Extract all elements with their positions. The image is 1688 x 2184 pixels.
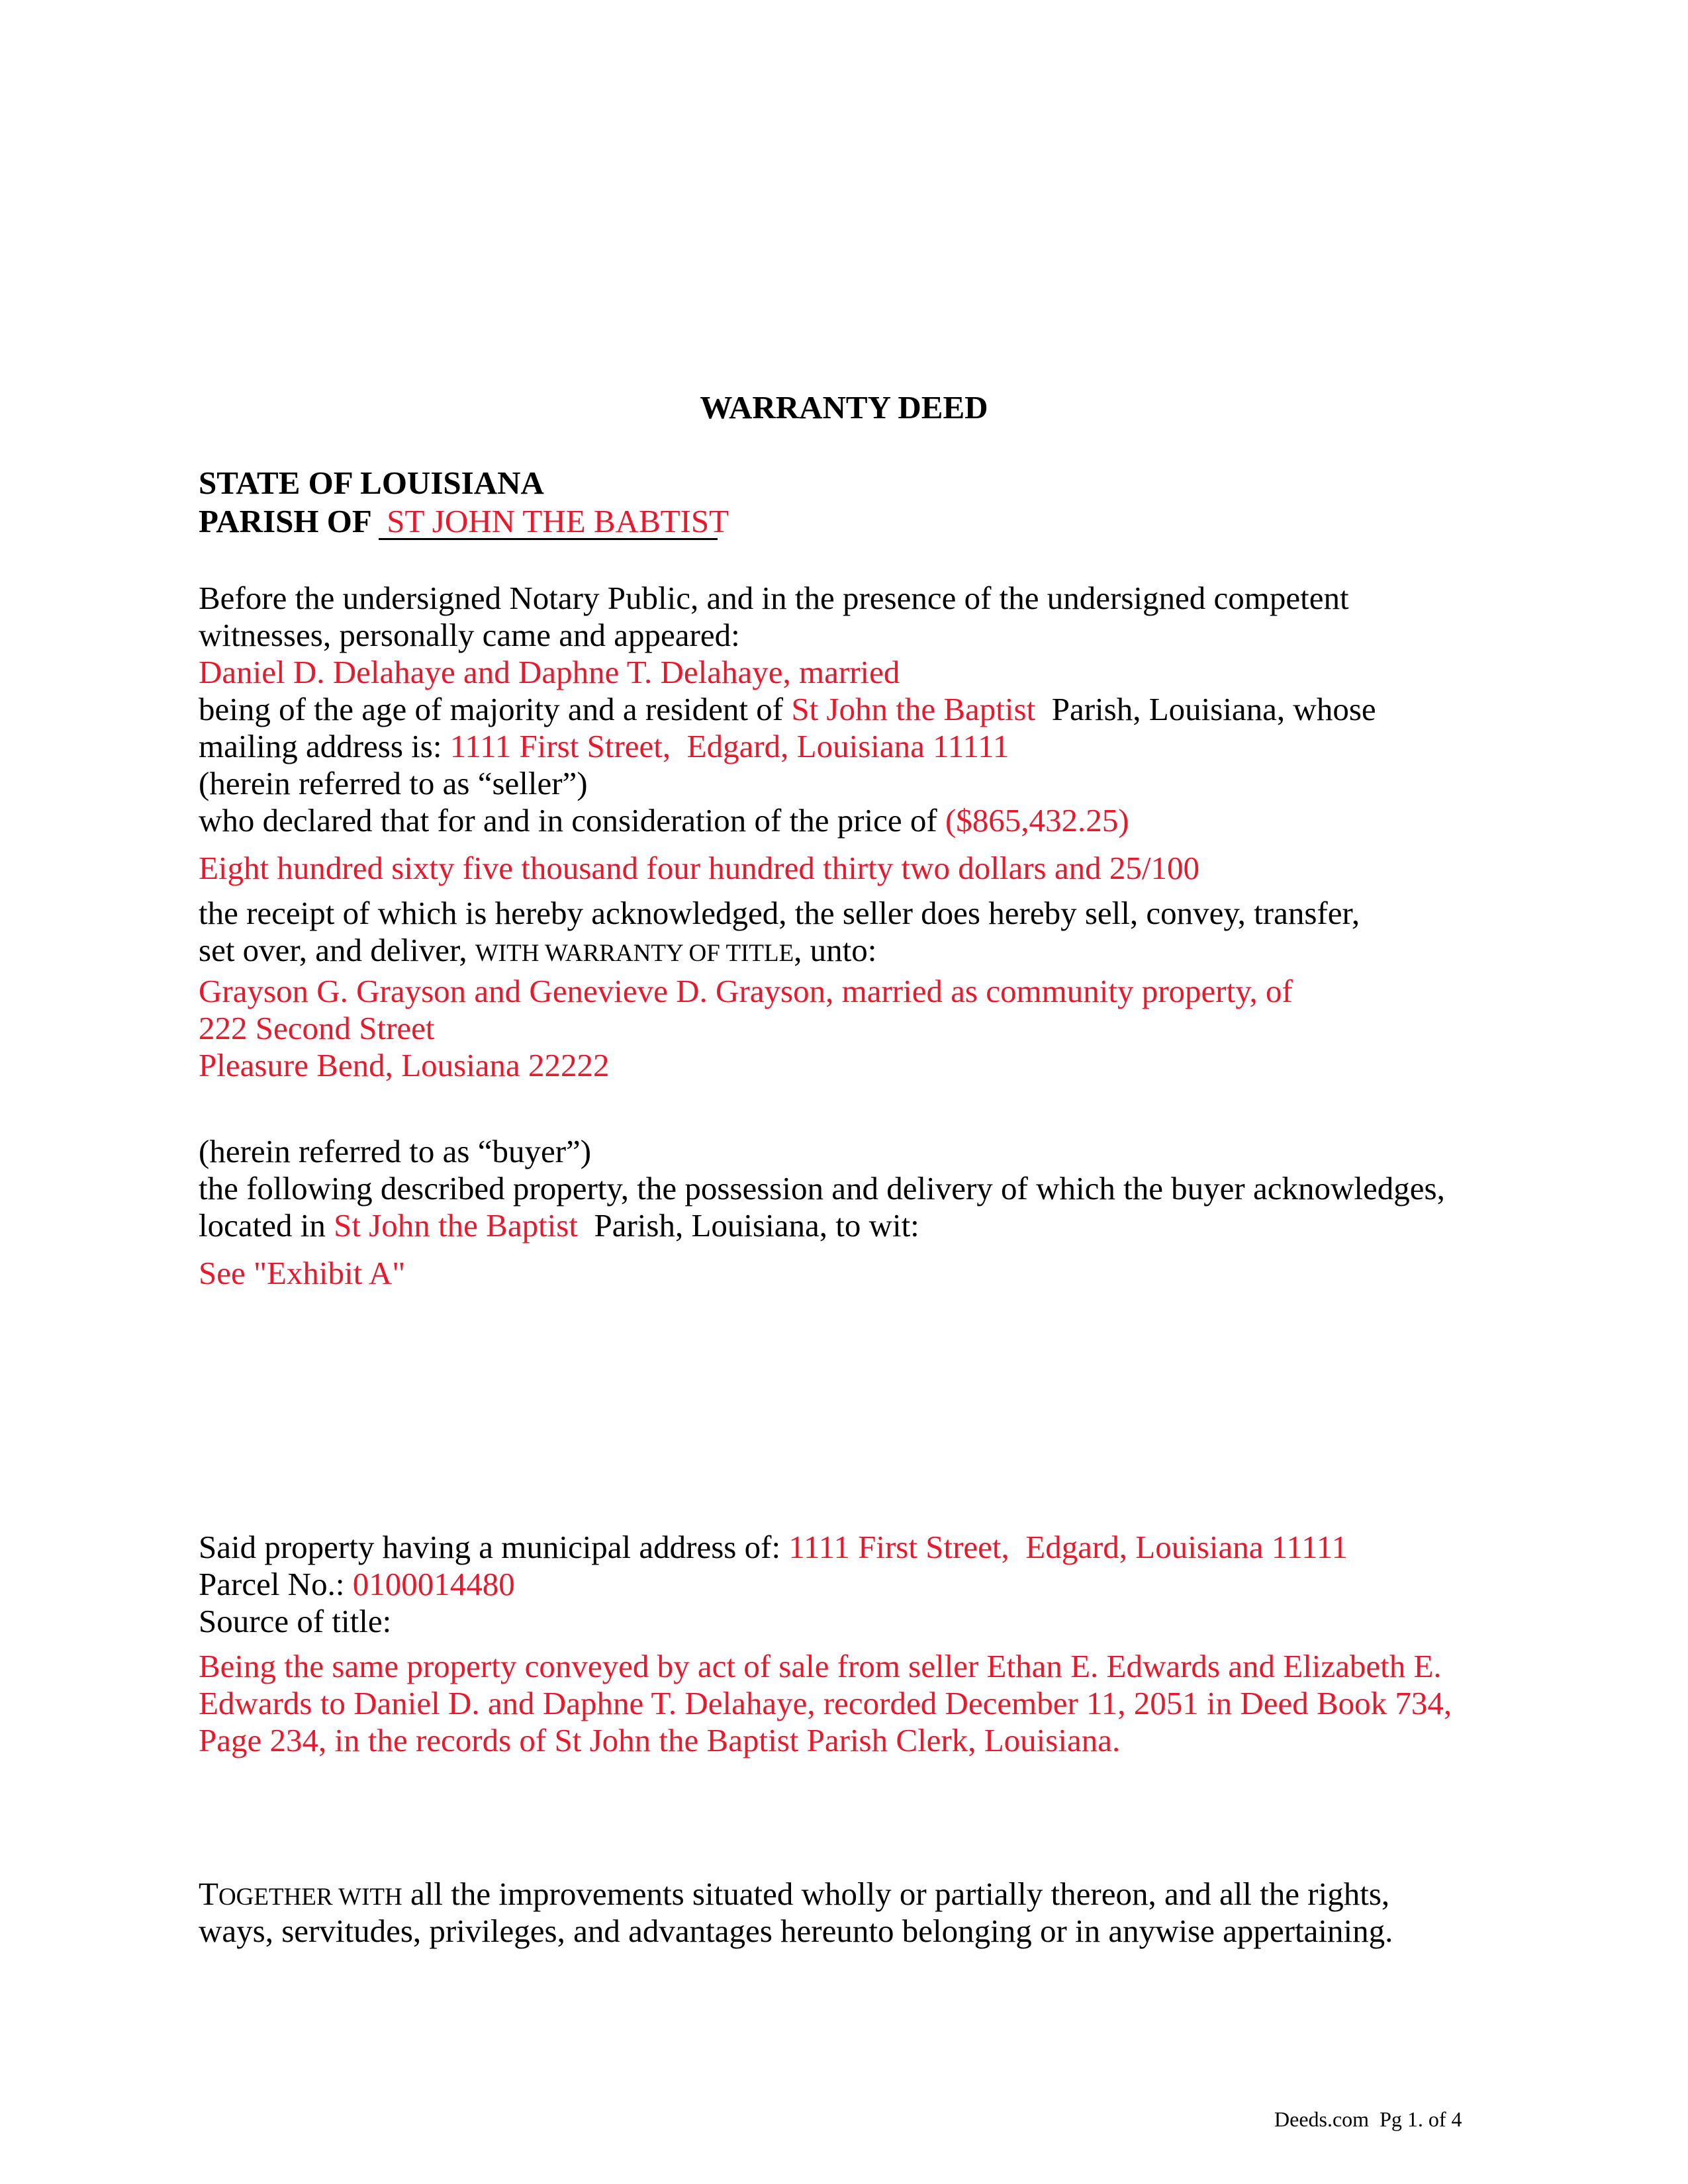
- parish-value: ST JOHN THE BABTIST: [379, 505, 718, 540]
- mailing-line: [199, 728, 1009, 765]
- buyer-line-2: 222 Second Street: [199, 1010, 435, 1046]
- together-line-2: ways, servitudes, privileges, and advantages hereunto belonging or in anywise appertaining.: [199, 1913, 1393, 1949]
- seller-ref: (herein referred to as “seller”): [199, 765, 588, 801]
- buyer-ref: (herein referred to as “buyer”): [199, 1133, 592, 1169]
- receipt-pre: set over, and deliver,: [199, 932, 475, 968]
- price-line: [199, 802, 1129, 839]
- state-line: STATE OF LOUISIANA: [199, 465, 544, 501]
- located-post: Parish, Louisiana, to wit:: [577, 1207, 919, 1244]
- municipal-label: Said property having a municipal address of:: [199, 1529, 789, 1565]
- together-initial: T: [199, 1876, 218, 1912]
- price-pre: who declared that for and in consideration of the price of: [199, 802, 945, 839]
- receipt-post: , unto:: [794, 932, 877, 968]
- residence-post: Parish, Louisiana, whose: [1035, 691, 1376, 727]
- exhibit-reference: See "Exhibit A": [199, 1255, 406, 1291]
- source-line-3: Page 234, in the records of St John the Baptist Parish Clerk, Louisiana.: [199, 1722, 1121, 1758]
- located-parish: St John the Baptist: [334, 1207, 578, 1244]
- warranty-small-caps: WITH WARRANTY OF TITLE: [475, 940, 794, 967]
- source-label: Source of title:: [199, 1603, 392, 1639]
- price-value: ($865,432.25): [945, 802, 1129, 839]
- intro-line-2: witnesses, personally came and appeared:: [199, 617, 740, 653]
- buyer-line-3: Pleasure Bend, Lousiana 22222: [199, 1047, 610, 1083]
- residence-line: [199, 691, 1376, 728]
- document-title: WARRANTY DEED: [700, 389, 988, 426]
- together-line-1: [199, 1876, 1389, 1916]
- source-line-2: Edwards to Daniel D. and Daphne T. Delahaye, recorded December 11, 2051 in Deed Book 734,: [199, 1685, 1452, 1721]
- mailing-address: 1111 First Street, Edgard, Louisiana 11111: [449, 728, 1009, 764]
- price-words: Eight hundred sixty five thousand four hundred thirty two dollars and 25/100: [199, 850, 1199, 886]
- parish-label: PARISH OF: [199, 503, 379, 539]
- source-line-1: Being the same property conveyed by act of sale from seller Ethan E. Edwards and Elizabeth E.: [199, 1648, 1442, 1684]
- seller-names: Daniel D. Delahaye and Daphne T. Delahaye, married: [199, 654, 900, 690]
- parish-line: [199, 503, 729, 540]
- residence-parish: St John the Baptist: [791, 691, 1036, 727]
- buyer-line-1: Grayson G. Grayson and Genevieve D. Grayson, married as community property, of: [199, 973, 1293, 1009]
- intro-line-1: Before the undersigned Notary Public, and in the presence of the undersigned competent: [199, 580, 1349, 616]
- located-pre: located in: [199, 1207, 334, 1244]
- together-small-caps: OGETHER WITH: [218, 1884, 402, 1911]
- located-line: [199, 1207, 919, 1244]
- parcel-label: Parcel No.:: [199, 1566, 353, 1602]
- receipt-line-1: the receipt of which is hereby acknowledged, the seller does hereby sell, convey, transfer,: [199, 895, 1360, 931]
- page-footer: Deeds.com Pg 1. of 4: [1274, 2107, 1462, 2131]
- receipt-line-2: [199, 932, 876, 972]
- together-post: all the improvements situated wholly or partially thereon, and all the rights,: [402, 1876, 1390, 1912]
- property-line: the following described property, the possession and delivery of which the buyer acknowledges,: [199, 1170, 1445, 1206]
- parcel-line: [199, 1566, 515, 1603]
- residence-pre: being of the age of majority and a resident of: [199, 691, 792, 727]
- parcel-number: 0100014480: [352, 1566, 515, 1602]
- municipal-address: 1111 First Street, Edgard, Louisiana 11111: [788, 1529, 1348, 1565]
- municipal-line: [199, 1529, 1348, 1566]
- mailing-label: mailing address is:: [199, 728, 450, 764]
